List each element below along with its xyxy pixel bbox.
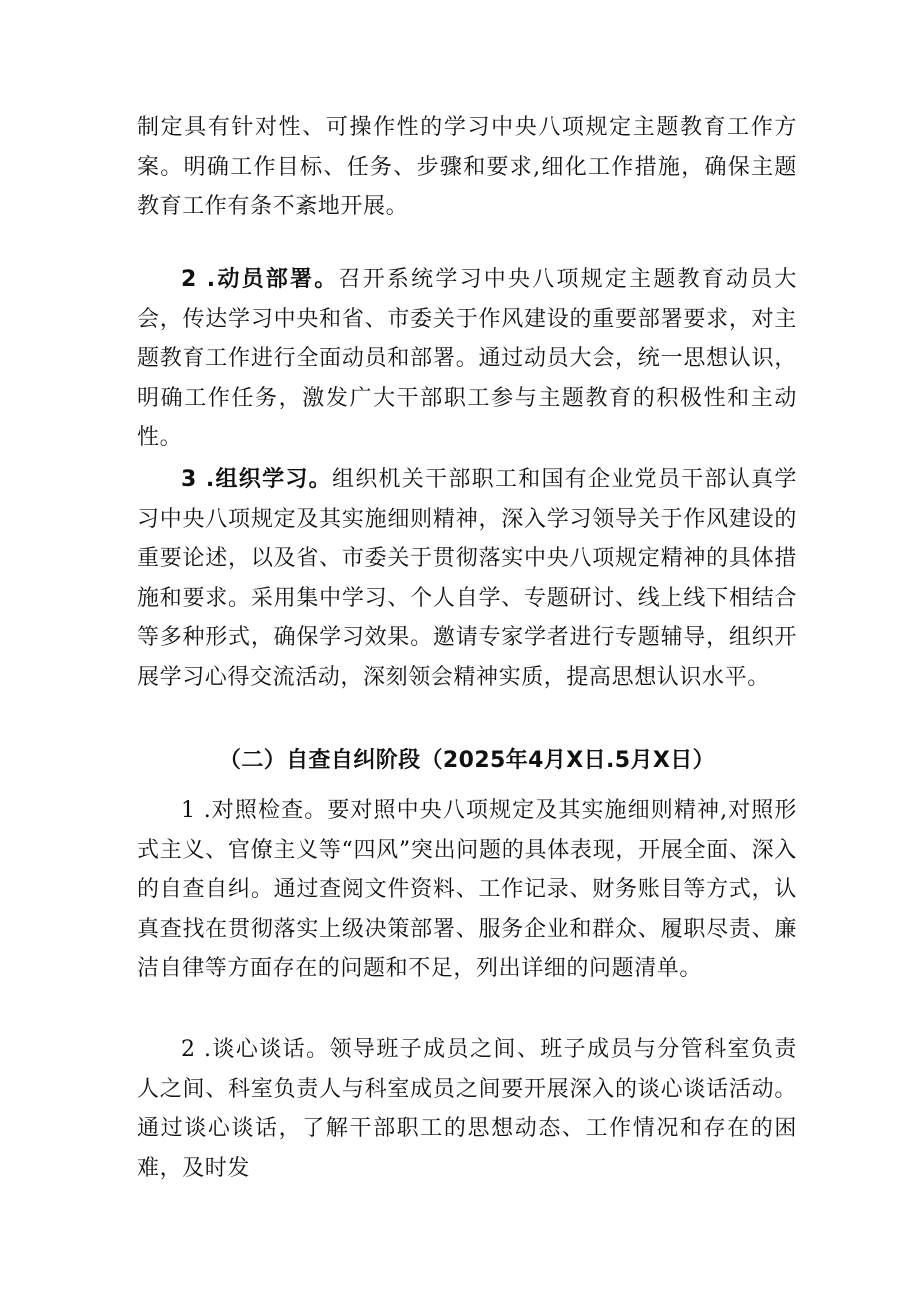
item-lead: 2 . xyxy=(181,1037,212,1062)
paragraph-text: 对照检查。要对照中央八项规定及其实施细则精神,对照形式主义、官僚主义等“四风”突出问题的具体表现，开展全面、深入的自查自纠。通过查阅文件资料、工作记录、财务账目等方式，认真查找在贯彻落实上级决策部署、服务企业和群众、履职尽责、廉洁自律等方面存在的问题和不足，列出详细的问题清单。 xyxy=(137,798,797,981)
item-lead: 2 .动员部署。 xyxy=(181,267,339,292)
paragraph-self-check xyxy=(137,791,797,989)
paragraph-text: 组织机关干部职工和国有企业党员干部认真学习中央八项规定及其实施细则精神，深入学习领导关于作风建设的重要论述，以及省、市委关于贯彻落实中央八项规定精神的具体措施和要求。采用集中学习、个人自学、专题研讨、线上线下相结合等多种形式，确保学习效果。邀请专家学者进行专题辅导，组织开展学习心得交流活动，深刻领会精神实质，提高思想认识水平。 xyxy=(137,467,797,690)
paragraph-text: 召开系统学习中央八项规定主题教育动员大会，传达学习中央和省、市委关于作风建设的重要部署要求，对主题教育工作进行全面动员和部署。通过动员大会，统一思想认识，明确工作任务，激发广大干部职工参与主题教育的积极性和主动性。 xyxy=(137,267,798,450)
paragraph-mobilization xyxy=(137,260,797,458)
paragraph-text: 谈心谈话。领导班子成员之间、班子成员与分管科室负责人之间、科室负责人与科室成员之间要开展深入的谈心谈话活动。通过谈心谈话，了解干部职工的思想动态、工作情况和存在的困难，及时发 xyxy=(137,1037,797,1181)
paragraph-study xyxy=(137,460,797,697)
item-lead: 1 . xyxy=(181,798,212,823)
section-heading: （二）自查自纠阶段（2025年4月X日.5月X日） xyxy=(218,748,716,773)
paragraph-plan xyxy=(137,108,797,227)
paragraph-talks xyxy=(137,1030,797,1188)
item-lead: 3 .组织学习。 xyxy=(181,467,332,492)
paragraph-text: 制定具有针对性、可操作性的学习中央八项规定主题教育工作方案。明确工作目标、任务、步骤和要求,细化工作措施，确保主题教育工作有条不紊地开展。 xyxy=(137,115,797,219)
